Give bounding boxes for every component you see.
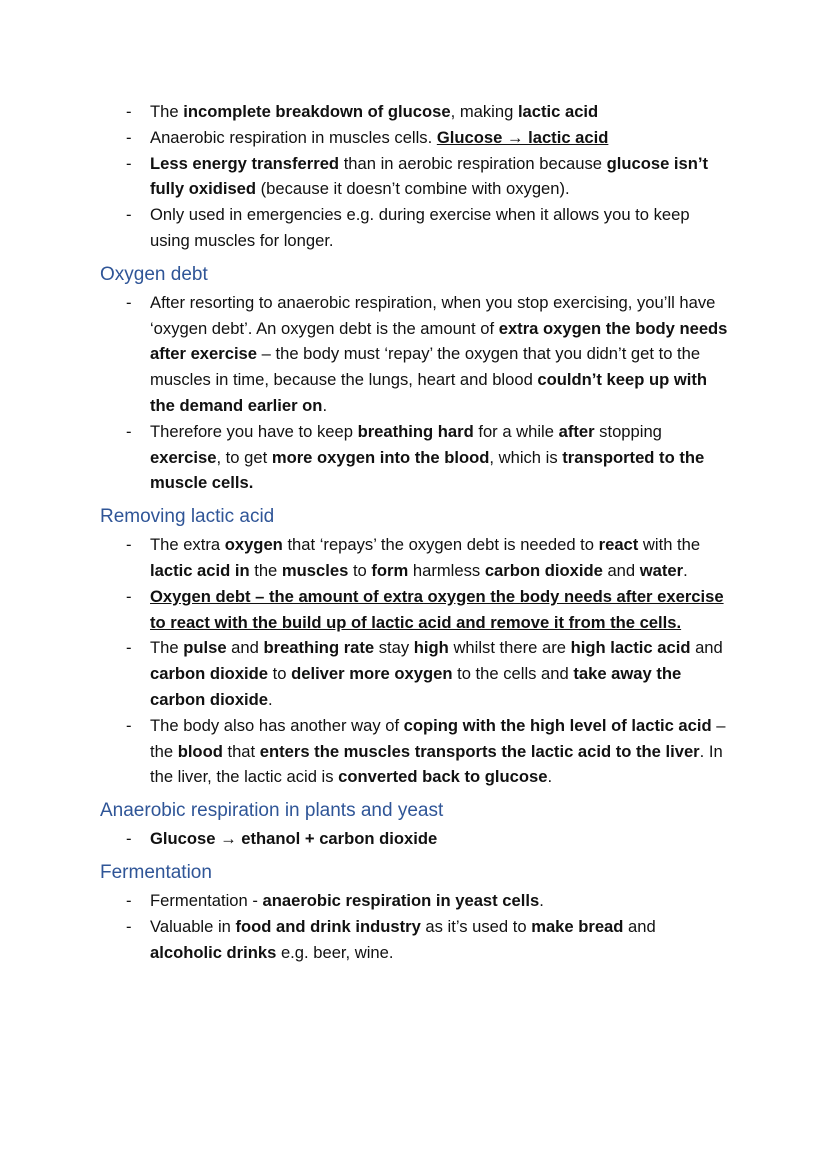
bullet-dash-icon: - bbox=[126, 535, 132, 555]
text-run: form bbox=[371, 560, 409, 580]
text-run: food and drink industry bbox=[235, 916, 421, 936]
text-run: . bbox=[539, 890, 544, 910]
text-run: carbon dioxide bbox=[484, 560, 603, 580]
bullet-item bbox=[100, 151, 732, 203]
section-heading: Removing lactic acid bbox=[100, 506, 275, 528]
bullet-list bbox=[100, 532, 740, 790]
text-run: breathing rate bbox=[263, 638, 375, 658]
section-heading: Oxygen debt bbox=[100, 263, 208, 285]
text-run: stopping bbox=[594, 421, 662, 441]
bullet-dash-icon: - bbox=[126, 829, 132, 849]
text-run: , making bbox=[450, 102, 518, 121]
text-run: extra oxygen the body needs after exercise bbox=[150, 318, 728, 364]
text-run: The bbox=[150, 638, 184, 658]
text-run: for a while bbox=[473, 421, 559, 441]
text-run: that ‘repays’ the oxygen debt is needed to bbox=[282, 535, 599, 555]
text-run: . bbox=[683, 560, 688, 580]
text-run: , which is bbox=[489, 447, 563, 467]
text-run: – the bbox=[150, 715, 726, 761]
text-run: pulse bbox=[183, 638, 227, 658]
text-run: more oxygen into the blood bbox=[271, 447, 490, 467]
bullet-item bbox=[100, 419, 732, 496]
text-run: (because it doesn’t combine with oxygen). bbox=[256, 179, 570, 199]
text-run: and bbox=[226, 638, 264, 658]
text-run: transported to the muscle cells. bbox=[150, 447, 705, 493]
text-run: high lactic acid bbox=[570, 638, 691, 658]
bullet-item bbox=[100, 202, 732, 254]
text-run: to bbox=[348, 560, 372, 580]
bullet-dash-icon: - bbox=[126, 205, 132, 225]
text-run: with the bbox=[638, 535, 701, 555]
text-run: After resorting to anaerobic respiration, when you stop exercising, you’ll have ‘oxygen debt’. An oxygen debt is the amount of bbox=[150, 292, 716, 338]
text-run: lactic acid bbox=[517, 102, 599, 121]
bullet-item bbox=[100, 290, 732, 419]
text-run: muscles bbox=[281, 560, 349, 580]
text-run: deliver more oxygen bbox=[291, 664, 453, 684]
text-run: the bbox=[249, 560, 282, 580]
text-run: whilst there are bbox=[448, 638, 571, 658]
bullet-list bbox=[100, 826, 740, 852]
text-run: e.g. beer, wine. bbox=[276, 942, 394, 962]
text-run: take away the carbon dioxide bbox=[150, 664, 682, 709]
text-run: breathing hard bbox=[357, 421, 474, 441]
text-run: The extra bbox=[150, 535, 225, 555]
text-run: blood bbox=[177, 741, 223, 761]
bullet-dash-icon: - bbox=[126, 153, 132, 173]
bullet-dash-icon: - bbox=[126, 638, 132, 658]
text-run: oxygen bbox=[224, 535, 283, 555]
text-run: incomplete breakdown of glucose bbox=[183, 102, 451, 121]
text-run: exercise bbox=[150, 447, 217, 467]
bullet-item bbox=[100, 125, 732, 151]
text-run: . bbox=[268, 689, 273, 709]
bullet-item bbox=[100, 532, 732, 584]
text-run: enters the muscles transports the lactic acid to the liver bbox=[259, 741, 700, 761]
text-run: and bbox=[623, 916, 656, 936]
text-run: coping with the high level of lactic acid bbox=[403, 715, 712, 735]
text-run: and bbox=[690, 638, 723, 658]
text-run: . bbox=[322, 395, 328, 415]
bullet-dash-icon: - bbox=[126, 916, 132, 936]
text-run: harmless bbox=[408, 560, 485, 580]
bullet-dash-icon: - bbox=[126, 586, 132, 606]
text-run: react bbox=[598, 535, 639, 555]
bullet-dash-icon: - bbox=[126, 102, 132, 121]
bullet-dash-icon: - bbox=[126, 292, 132, 312]
text-run: that bbox=[222, 741, 260, 761]
bullet-item bbox=[100, 635, 732, 712]
text-run: The bbox=[150, 102, 184, 121]
text-run: – the body must ‘repay’ the oxygen that you didn’t get to the muscles in time, because the lungs, heart and blood bbox=[150, 344, 701, 390]
text-run: carbon dioxide bbox=[150, 664, 269, 684]
text-run: , to get bbox=[216, 447, 272, 467]
text-run: lactic acid in bbox=[150, 560, 250, 580]
text-run: after bbox=[558, 421, 595, 441]
text-run: Oxygen debt – the amount of extra oxygen the body needs after exercise to react with the build up of lactic acid and remove it from the cells. bbox=[150, 586, 724, 632]
text-run: water bbox=[639, 560, 684, 580]
document-content bbox=[100, 99, 740, 965]
text-run: . In the liver, the lactic acid is bbox=[150, 741, 723, 787]
text-run: glucose isn’t fully oxidised bbox=[150, 153, 709, 199]
text-run: . bbox=[547, 767, 553, 787]
text-run: and bbox=[602, 560, 640, 580]
bullet-dash-icon: - bbox=[126, 421, 132, 441]
text-run: Fermentation - bbox=[150, 890, 263, 910]
text-run: Glucose → lactic acid bbox=[436, 127, 609, 147]
text-run: high bbox=[413, 638, 449, 658]
text-run: alcoholic drinks bbox=[150, 942, 277, 962]
text-run: make bread bbox=[531, 916, 624, 936]
bullet-list bbox=[100, 888, 740, 965]
text-run: to bbox=[268, 664, 292, 684]
text-run: Only used in emergencies e.g. during exercise when it allows you to keep using muscles for longer. bbox=[150, 205, 690, 250]
bullet-item bbox=[100, 888, 732, 914]
bullet-item bbox=[100, 713, 732, 790]
text-run: Therefore you have to keep bbox=[150, 421, 358, 441]
bullet-list bbox=[100, 99, 740, 254]
bullet-item bbox=[100, 914, 732, 966]
bullet-dash-icon: - bbox=[126, 890, 132, 910]
text-run: Anaerobic respiration in muscles cells. bbox=[150, 127, 437, 147]
text-run: to the cells and bbox=[452, 664, 574, 684]
text-run: than in aerobic respiration because bbox=[339, 153, 607, 173]
bullet-dash-icon: - bbox=[126, 715, 132, 735]
bullet-dash-icon: - bbox=[126, 127, 132, 147]
bullet-item bbox=[100, 99, 732, 125]
text-run: couldn’t keep up with the demand earlier on bbox=[150, 370, 708, 415]
text-run: Glucose → ethanol + carbon dioxide bbox=[150, 829, 438, 849]
text-run: Less energy transferred bbox=[150, 153, 340, 173]
bullet-item bbox=[100, 826, 732, 852]
text-run: Valuable in bbox=[150, 916, 236, 936]
bullet-item bbox=[100, 584, 732, 636]
bullet-list bbox=[100, 290, 740, 496]
text-run: converted back to glucose bbox=[338, 767, 548, 787]
text-run: anaerobic respiration in yeast cells bbox=[262, 890, 540, 910]
text-run: stay bbox=[374, 638, 414, 658]
section-heading: Anaerobic respiration in plants and yeast bbox=[100, 800, 444, 822]
section-heading: Fermentation bbox=[100, 861, 212, 883]
text-run: as it’s used to bbox=[420, 916, 532, 936]
text-run: The body also has another way of bbox=[150, 715, 404, 735]
